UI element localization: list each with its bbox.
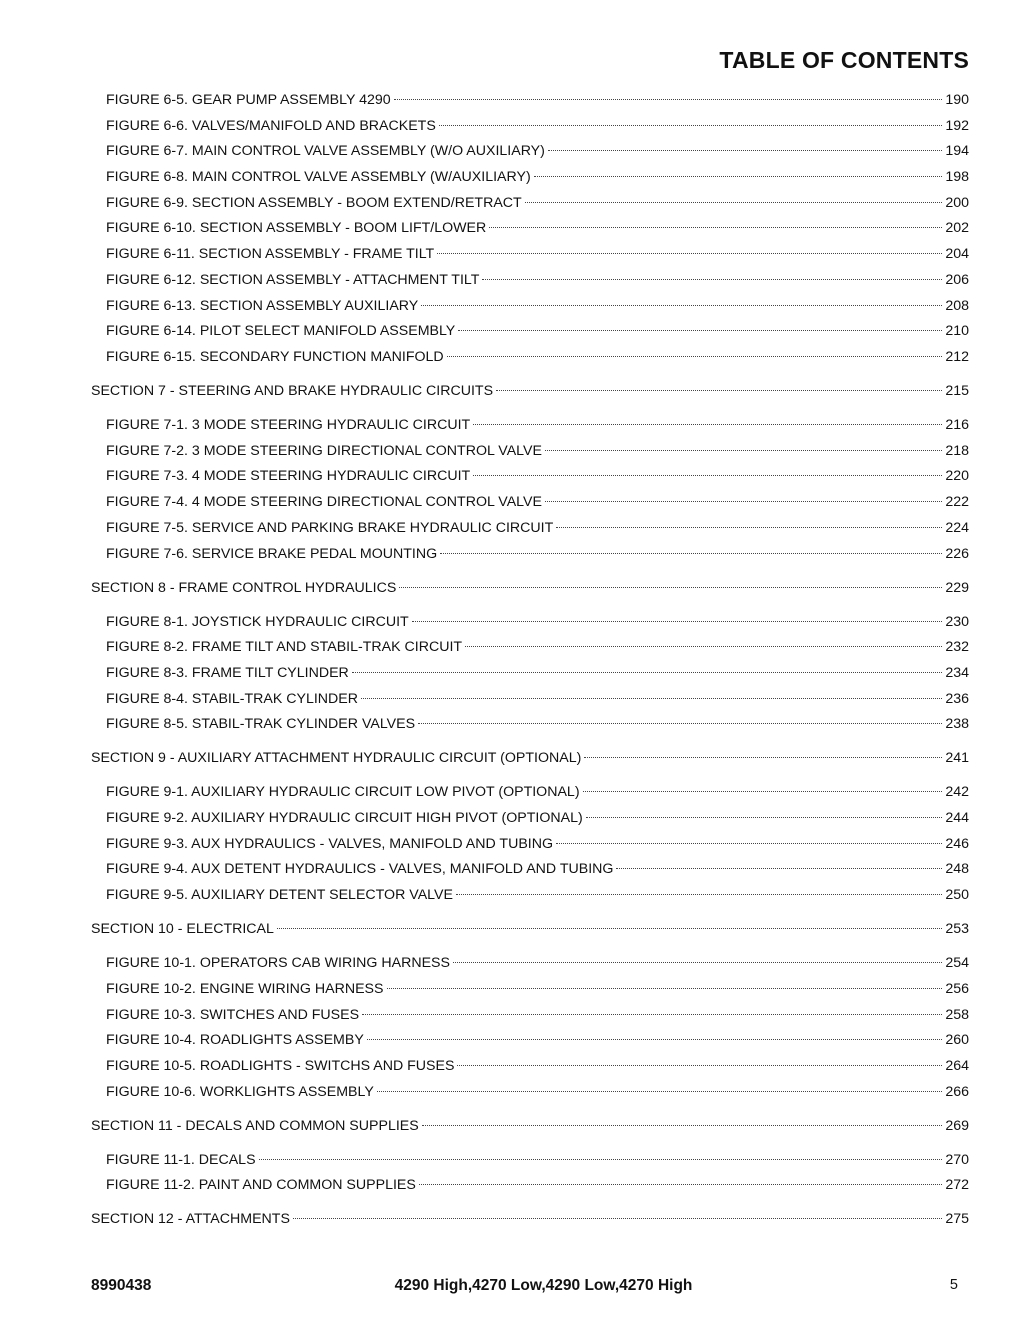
toc-entry-page: 256 xyxy=(945,981,969,997)
toc-entry-label: FIGURE 9-5. AUXILIARY DETENT SELECTOR VALVE xyxy=(106,887,453,903)
dot-leader xyxy=(361,698,942,699)
toc-entry-page: 222 xyxy=(945,494,969,510)
toc-entry-label: FIGURE 6-6. VALVES/MANIFOLD AND BRACKETS xyxy=(106,118,436,134)
toc-entry-label: FIGURE 6-5. GEAR PUMP ASSEMBLY 4290 xyxy=(106,92,391,108)
toc-figure-entry[interactable] xyxy=(106,168,969,186)
toc-figure-entry[interactable] xyxy=(106,271,969,289)
toc-section-entry[interactable] xyxy=(91,749,969,767)
toc-entry-page: 269 xyxy=(945,1118,969,1134)
dot-leader xyxy=(293,1218,942,1219)
dot-leader xyxy=(352,672,943,673)
toc-entry-label: FIGURE 9-3. AUX HYDRAULICS - VALVES, MANIFOLD AND TUBING xyxy=(106,836,553,852)
toc-figure-entry[interactable] xyxy=(106,194,969,212)
dot-leader xyxy=(447,356,943,357)
toc-figure-entry[interactable] xyxy=(106,322,969,340)
toc-section-entry[interactable] xyxy=(91,1117,969,1135)
toc-entry-label: FIGURE 6-13. SECTION ASSEMBLY AUXILIARY xyxy=(106,298,419,314)
toc-entry-page: 248 xyxy=(945,861,969,877)
toc-figure-entry[interactable] xyxy=(106,117,969,135)
toc-entry-page: 275 xyxy=(945,1211,969,1227)
toc-entry-page: 226 xyxy=(945,546,969,562)
toc-entry-label: FIGURE 6-7. MAIN CONTROL VALVE ASSEMBLY (W/O AUXILIARY) xyxy=(106,143,545,159)
toc-figure-entry[interactable] xyxy=(106,860,969,878)
toc-entry-page: 266 xyxy=(945,1084,969,1100)
dot-leader xyxy=(437,253,942,254)
toc-entry-page: 200 xyxy=(945,195,969,211)
model-list: 4290 High,4270 Low,4290 Low,4270 High xyxy=(394,1277,693,1294)
toc-entry-page: 250 xyxy=(945,887,969,903)
toc-figure-entry[interactable] xyxy=(106,715,969,733)
toc-figure-entry[interactable] xyxy=(106,638,969,656)
dot-leader xyxy=(489,227,942,228)
toc-entry-label: FIGURE 9-4. AUX DETENT HYDRAULICS - VALVES, MANIFOLD AND TUBING xyxy=(106,861,614,877)
toc-entry-label: FIGURE 10-2. ENGINE WIRING HARNESS xyxy=(106,981,384,997)
toc-entry-page: 270 xyxy=(945,1152,969,1168)
toc-entry-label: FIGURE 11-1. DECALS xyxy=(106,1152,256,1168)
toc-figure-entry[interactable] xyxy=(106,783,969,801)
toc-entry-label: SECTION 8 - FRAME CONTROL HYDRAULICS xyxy=(91,580,397,596)
toc-entry-page: 253 xyxy=(945,921,969,937)
toc-section-entry[interactable] xyxy=(91,579,969,597)
toc-section-entry[interactable] xyxy=(91,382,969,400)
toc-entry-page: 212 xyxy=(945,349,969,365)
toc-entry-page: 236 xyxy=(945,691,969,707)
page-number: 5 xyxy=(949,1277,958,1293)
toc-entry-page: 190 xyxy=(945,92,969,108)
toc-entry-page: 258 xyxy=(945,1007,969,1023)
toc-entry-page: 220 xyxy=(945,468,969,484)
toc-entry-label: FIGURE 10-6. WORKLIGHTS ASSEMBLY xyxy=(106,1084,374,1100)
toc-figure-entry[interactable] xyxy=(106,809,969,827)
toc-entry-label: FIGURE 8-1. JOYSTICK HYDRAULIC CIRCUIT xyxy=(106,614,409,630)
toc-entry-label: SECTION 11 - DECALS AND COMMON SUPPLIES xyxy=(91,1118,419,1134)
toc-figure-entry[interactable] xyxy=(106,954,969,972)
toc-entry-label: FIGURE 10-1. OPERATORS CAB WIRING HARNESS xyxy=(106,955,450,971)
toc-figure-entry[interactable] xyxy=(106,442,969,460)
toc-section-entry[interactable] xyxy=(91,920,969,938)
toc-entry-label: FIGURE 8-3. FRAME TILT CYLINDER xyxy=(106,665,349,681)
toc-entry-label: SECTION 7 - STEERING AND BRAKE HYDRAULIC CIRCUITS xyxy=(91,383,494,399)
dot-leader xyxy=(419,1184,943,1185)
dot-leader xyxy=(465,646,942,647)
dot-leader xyxy=(458,330,942,331)
toc-entry-page: 241 xyxy=(945,750,969,766)
toc-figure-entry[interactable] xyxy=(106,416,969,434)
toc-entry-page: 260 xyxy=(945,1032,969,1048)
toc-entry-page: 198 xyxy=(945,169,969,185)
toc-figure-entry[interactable] xyxy=(106,142,969,160)
toc-entry-page: 229 xyxy=(945,580,969,596)
toc-entry-label: FIGURE 6-9. SECTION ASSEMBLY - BOOM EXTEND/RETRACT xyxy=(106,195,522,211)
toc-entry-page: 192 xyxy=(945,118,969,134)
toc-entry-page: 254 xyxy=(945,955,969,971)
toc-entry-label: FIGURE 6-11. SECTION ASSEMBLY - FRAME TILT xyxy=(106,246,435,262)
toc-entry-page: 264 xyxy=(945,1058,969,1074)
dot-leader xyxy=(399,587,942,588)
dot-leader xyxy=(457,1065,942,1066)
toc-figure-entry[interactable] xyxy=(106,545,969,563)
toc-entry-page: 238 xyxy=(945,716,969,732)
toc-entry-page: 242 xyxy=(945,784,969,800)
toc-entry-label: FIGURE 10-5. ROADLIGHTS - SWITCHS AND FUSES xyxy=(106,1058,455,1074)
dot-leader xyxy=(496,390,942,391)
dot-leader xyxy=(556,843,942,844)
toc-entry-page: 194 xyxy=(945,143,969,159)
toc-figure-entry[interactable] xyxy=(106,348,969,366)
dot-leader xyxy=(412,621,943,622)
toc-entry-label: FIGURE 7-4. 4 MODE STEERING DIRECTIONAL CONTROL VALVE xyxy=(106,494,542,510)
toc-entry-label: FIGURE 9-1. AUXILIARY HYDRAULIC CIRCUIT LOW PIVOT (OPTIONAL) xyxy=(106,784,580,800)
toc-entry-page: 210 xyxy=(945,323,969,339)
dot-leader xyxy=(418,723,942,724)
toc-figure-entry[interactable] xyxy=(106,1083,969,1101)
dot-leader xyxy=(584,757,942,758)
dot-leader xyxy=(534,176,943,177)
toc-figure-entry[interactable] xyxy=(106,297,969,315)
toc-entry-label: FIGURE 7-6. SERVICE BRAKE PEDAL MOUNTING xyxy=(106,546,438,562)
toc-entry-label: FIGURE 6-12. SECTION ASSEMBLY - ATTACHMENT TILT xyxy=(106,272,480,288)
dot-leader xyxy=(377,1091,943,1092)
dot-leader xyxy=(367,1039,943,1040)
toc-entry-label: FIGURE 8-2. FRAME TILT AND STABIL-TRAK CIRCUIT xyxy=(106,639,463,655)
dot-leader xyxy=(583,791,943,792)
toc-entry-page: 232 xyxy=(945,639,969,655)
dot-leader xyxy=(421,305,942,306)
dot-leader xyxy=(387,988,943,989)
toc-entry-label: FIGURE 6-15. SECONDARY FUNCTION MANIFOLD xyxy=(106,349,444,365)
page-title: TABLE OF CONTENTS xyxy=(719,47,969,73)
dot-leader xyxy=(616,868,942,869)
toc-entry-label: SECTION 10 - ELECTRICAL xyxy=(91,921,274,937)
dot-leader xyxy=(277,928,942,929)
document-number: 8990438 xyxy=(91,1277,152,1294)
toc-entry-label: FIGURE 7-1. 3 MODE STEERING HYDRAULIC CIRCUIT xyxy=(106,417,471,433)
toc-entry-label: FIGURE 11-2. PAINT AND COMMON SUPPLIES xyxy=(106,1177,416,1193)
toc-section-entry[interactable] xyxy=(91,1210,969,1228)
toc-figure-entry[interactable] xyxy=(106,219,969,237)
toc-entry-label: FIGURE 10-3. SWITCHES AND FUSES xyxy=(106,1007,360,1023)
toc-entry-page: 272 xyxy=(945,1177,969,1193)
toc-entry-page: 246 xyxy=(945,836,969,852)
toc-entry-label: SECTION 9 - AUXILIARY ATTACHMENT HYDRAULIC CIRCUIT (OPTIONAL) xyxy=(91,750,582,766)
page-footer xyxy=(0,1277,1024,1297)
toc-entry-page: 218 xyxy=(945,443,969,459)
toc-figure-entry[interactable] xyxy=(106,613,969,631)
dot-leader xyxy=(422,1125,943,1126)
dot-leader xyxy=(453,962,942,963)
toc-figure-entry[interactable] xyxy=(106,1057,969,1075)
toc-figure-entry[interactable] xyxy=(106,980,969,998)
toc-entry-label: FIGURE 8-5. STABIL-TRAK CYLINDER VALVES xyxy=(106,716,416,732)
toc-figure-entry[interactable] xyxy=(106,91,969,109)
dot-leader xyxy=(259,1159,943,1160)
dot-leader xyxy=(456,894,942,895)
toc-entry-label: FIGURE 10-4. ROADLIGHTS ASSEMBY xyxy=(106,1032,364,1048)
toc-entry-page: 202 xyxy=(945,220,969,236)
toc-entry-page: 230 xyxy=(945,614,969,630)
dot-leader xyxy=(473,424,942,425)
dot-leader xyxy=(362,1014,942,1015)
dot-leader xyxy=(482,279,942,280)
dot-leader xyxy=(439,125,943,126)
toc-entry-label: FIGURE 7-2. 3 MODE STEERING DIRECTIONAL CONTROL VALVE xyxy=(106,443,542,459)
toc-entry-page: 244 xyxy=(945,810,969,826)
dot-leader xyxy=(545,450,942,451)
toc-figure-entry[interactable] xyxy=(106,245,969,263)
dot-leader xyxy=(545,501,942,502)
dot-leader xyxy=(548,150,942,151)
toc-entry-page: 208 xyxy=(945,298,969,314)
toc-entry-page: 224 xyxy=(945,520,969,536)
toc-entry-page: 234 xyxy=(945,665,969,681)
toc-figure-entry[interactable] xyxy=(106,886,969,904)
toc-entry-label: FIGURE 8-4. STABIL-TRAK CYLINDER xyxy=(106,691,359,707)
toc-entry-page: 215 xyxy=(945,383,969,399)
toc-entry-label: FIGURE 7-3. 4 MODE STEERING HYDRAULIC CIRCUIT xyxy=(106,468,471,484)
toc-entry-label: FIGURE 6-10. SECTION ASSEMBLY - BOOM LIFT/LOWER xyxy=(106,220,487,236)
toc-entry-label: FIGURE 7-5. SERVICE AND PARKING BRAKE HYDRAULIC CIRCUIT xyxy=(106,520,554,536)
dot-leader xyxy=(473,475,942,476)
toc-figure-entry[interactable] xyxy=(106,835,969,853)
toc-figure-entry[interactable] xyxy=(106,690,969,708)
toc-figure-entry[interactable] xyxy=(106,1176,969,1194)
toc-figure-entry[interactable] xyxy=(106,519,969,537)
toc-figure-entry[interactable] xyxy=(106,1151,969,1169)
toc-figure-entry[interactable] xyxy=(106,467,969,485)
dot-leader xyxy=(586,817,943,818)
toc-entry-label: SECTION 12 - ATTACHMENTS xyxy=(91,1211,290,1227)
dot-leader xyxy=(525,202,943,203)
toc-figure-entry[interactable] xyxy=(106,493,969,511)
toc-figure-entry[interactable] xyxy=(106,1006,969,1024)
toc-entry-page: 206 xyxy=(945,272,969,288)
toc-figure-entry[interactable] xyxy=(106,1031,969,1049)
dot-leader xyxy=(440,553,942,554)
toc-entry-label: FIGURE 6-8. MAIN CONTROL VALVE ASSEMBLY (W/AUXILIARY) xyxy=(106,169,531,185)
toc-entry-label: FIGURE 9-2. AUXILIARY HYDRAULIC CIRCUIT HIGH PIVOT (OPTIONAL) xyxy=(106,810,583,826)
toc-entry-page: 216 xyxy=(945,417,969,433)
dot-leader xyxy=(556,527,942,528)
toc-figure-entry[interactable] xyxy=(106,664,969,682)
toc-entry-page: 204 xyxy=(945,246,969,262)
toc-entry-label: FIGURE 6-14. PILOT SELECT MANIFOLD ASSEMBLY xyxy=(106,323,456,339)
dot-leader xyxy=(394,99,943,100)
